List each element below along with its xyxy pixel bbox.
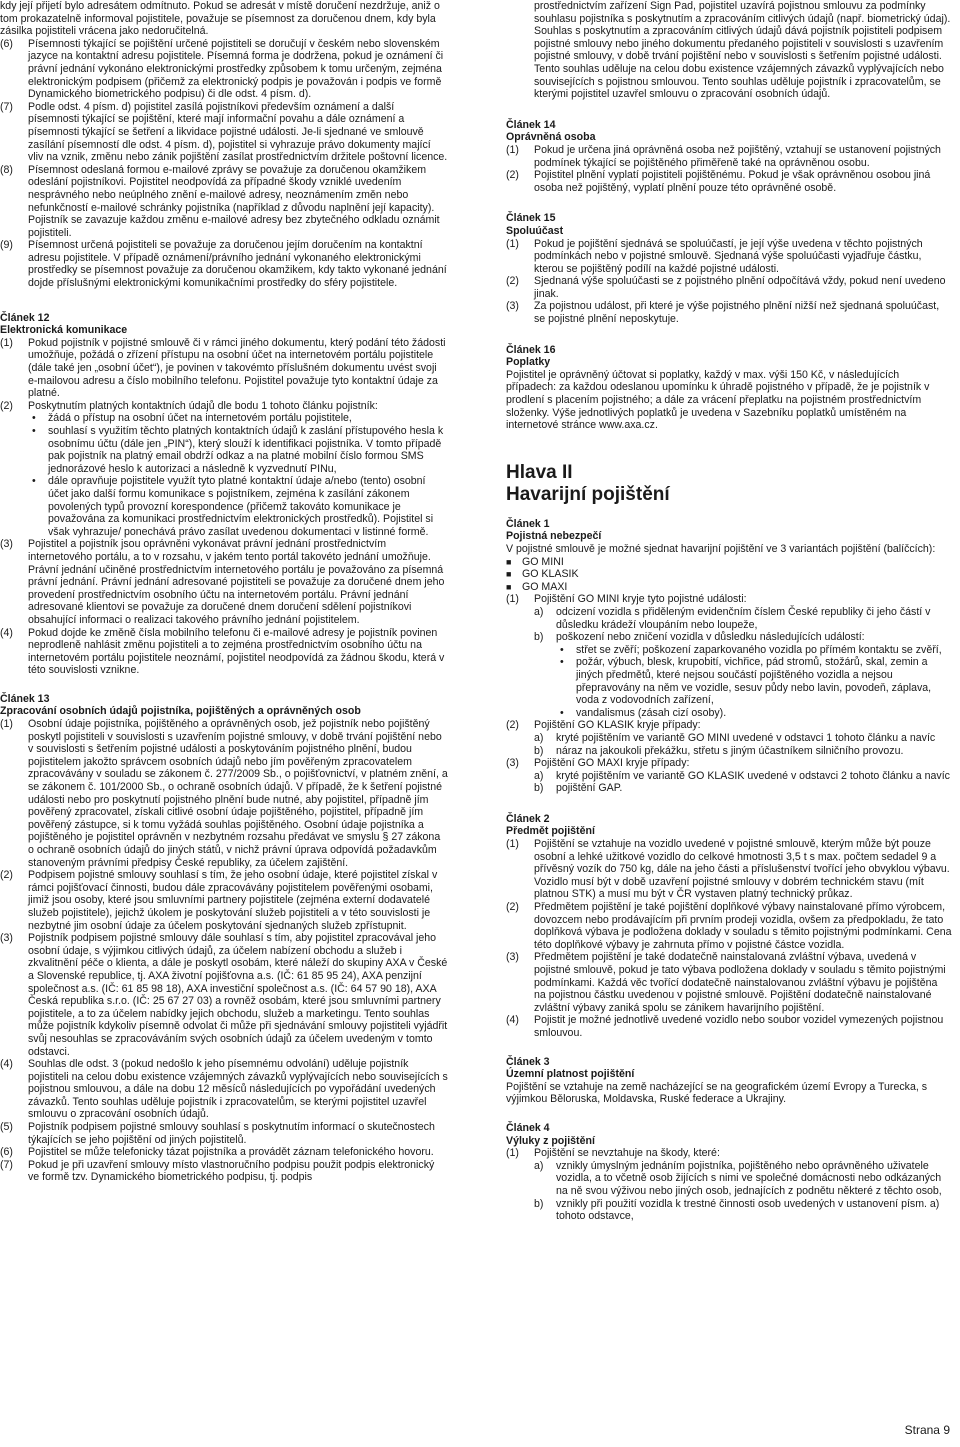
a13-paragraph-5: (5) Pojistník podpisem pojistné smlouvy souhlasí s poskytnutím informací o skutečnostech týkajících se jeho pojištění od jiných pojistitelů. [0,1121,435,1146]
h1-paragraph-2: (2) Pojištění GO KLASIK kryje případy: [506,719,701,732]
page-number: Strana 9 [904,1423,950,1437]
article-13-subtitle: Zpracování osobních údajů pojistníka, pojištěných a oprávněných osob [0,705,361,718]
article-15-title: Článek 15 [506,212,556,225]
a14-paragraph-2: (2) Pojistitel plnění vyplatí pojistiteli pojištěnému. Pokud je však oprávněnou osobou jiná osoba než pojištěný, vyplatí plnění pouze této oprávněné osobě. [506,169,931,194]
h1-item-2a: a) kryté pojištěním ve variantě GO MINI uvedené v odstavci 1 tohoto článku a navíc [534,731,936,744]
h-article-3-subtitle: Územní platnost pojištění [506,1068,635,1081]
h1-bullet-1: • střet se zvěří; poškození zaparkovaného vozidla po přímém kontaktu se zvěří, [506,644,952,657]
h2-paragraph-4: (4) Pojistit je možné jednotlivě uvedené vozidlo nebo soubor vozidel vymezených pojistnou smlouvou. [506,1014,944,1039]
bullet-icon: • [32,412,36,425]
a12-paragraph-1: (1) Pokud pojistník v pojistné smlouvě či v rámci jiného dokumentu, který podání této žádosti umožňuje, požádá o zřízení přístupu na osobní účet na internetovém portálu pojistitele (dále také jen „osobní účet“), je povinen v takovémto příslušném dokumentu uvést svoji e-mailovou adresu a číslo mobilního telefonu. Pojistitel považuje tyto kontaktní údaje za platné. [0,336,446,400]
article-14-title: Článek 14 [506,118,556,131]
chapter-heading-line-2: Havarijní pojištění [506,483,670,505]
h4-paragraph-1: (1) Pojištění se nevztahuje na škody, které: [506,1147,720,1160]
intro-paragraph-continued: prostřednictvím zařízení Sign Pad, pojistitel uzavírá pojistnou smlouvu za podmínky souhlasu pojistníka s poskytnutím a zpracováním citlivých údajů (např. biometrický údaj). Souhlas s poskytnutím a zpracováním citlivých údajů dává pojistník pojistiteli podpisem pojistné smlouvy nebo jiného dokumentu předaného pojistiteli v souvislosti s uzavřením pojistné smlouvy, v době trvání pojištění nebo v souvislosti s šetřením pojistné události. Tento souhlas uděluje na celou dobu existence vzájemných závazků vyplývajících nebo souvisejících s pojistnou smlouvou. Tento souhlas uděluje pojistník i zpracovatelům, se kterými pojistitel uzavřel smlouvu o zpracování osobních údajů. [534,0,951,101]
a13-paragraph-1: (1) Osobní údaje pojistníka, pojištěného a oprávněných osob, jež pojistník nebo pojištěný poskytl pojistiteli v souvislosti s uzavřením pojistné smlouvy, v době trvání pojištění nebo v souvislosti s šetřením pojistné události a poskytováním pojistného plnění, budou pojistitelem jakožto správcem osobních údajů nebo jím pověřeným zpracovatelem zpracovávány v souladu se zákonem č. 277/2009 Sb., o pojišťovnictví, v platném znění, a se zákonem č. 101/2000 Sb., o ochraně osobních údajů. V případě, že k šetření pojistné události nebo pro poskytnutí pojistného plnění bude nutné, aby pojistitel, případně jím pověřený zpracovatel, získali citlivé osobní údaje pojištěného, pojistitel, případně jím pověřený zástupce, si k tomu vyžádá souhlas pojištěného. Osobní údaje pojistníka a pojištěného je pojistitel oprávněn v nezbytném rozsahu předávat ve smyslu § 27 zákona o ochraně osobních údajů do jiných států, v nichž právní úprava odpovídá požadavkům stanoveným právními předpisy České republiky, za účelem zajištění. [0,718,448,869]
article-12-subtitle: Elektronická komunikace [0,324,128,337]
h1-item-2b: b) náraz na jakoukoli překážku, střetu s jiným účastníkem silničního provozu. [534,744,904,757]
h-article-4-subtitle: Výluky z pojištění [506,1134,595,1147]
square-bullet-icon: ■ [506,569,512,580]
variant-go-klasik: ■ GO KLASIK [506,568,579,581]
h-article-3-title: Článek 3 [506,1055,550,1068]
left-column [0,0,448,1184]
h1-item-1b: b) poškození nebo zničení vozidla v důsledku následujících událostí: [534,631,865,644]
article-16-text: Pojistitel je oprávněný účtovat si poplatky, každý v max. výši 150 Kč, v následujících případech: za každou odeslanou upomínku k úhradě pojistného v případě, že je pojistník v prodlení s placením pojistného; a dále za vrácení přeplatku na pojistném prostřednictvím složenky. Výše jednotlivých poplatků je uvedena v Sazebníku poplatků umístěném na internetové stránce www.axa.cz. [506,368,930,432]
h2-paragraph-2: (2) Předmětem pojištění je také pojištění doplňkové výbavy nainstalované přímo výrobcem, dovozcem nebo prodávajícím při prvním prodeji vozidla, ovšem za předpokladu, že tato doplňková výbava je podložena doklady v souladu s těmito pojistnými podmínkami. Cena této doplňkové výbavy je zahrnuta přímo v pojistné částce vozidla. [506,901,952,951]
h1-item-3a: a) kryté pojištěním ve variantě GO KLASIK uvedené v odstavci 2 tohoto článku a navíc [534,769,950,782]
a15-paragraph-2: (2) Sjednaná výše spoluúčasti se z pojistného plnění odpočítává vždy, pokud není uvedeno jinak. [506,275,946,300]
h1-paragraph-1: (1) Pojištění GO MINI kryje tyto pojistné události: [506,593,747,606]
article-16-subtitle: Poplatky [506,356,551,369]
h-article-1-title: Článek 1 [506,517,550,530]
a13-paragraph-3: (3) Pojistník podpisem pojistné smlouvy dále souhlasí s tím, aby pojistitel zpracovával jeho osobní údaje, s výjimkou citlivých údajů, za účelem nabízení obchodu a služeb i zkvalitnění péče o klienta, a dále je poskytl osobám, které náleží do skupiny AXA v České a Slovenské republice, tj. AXA životní pojišťovna a.s. (IČ: 61 85 95 24), AXA penzijní společnost a.s. (IČ: 61 85 98 18), AXA investiční společnost a.s. (IČ: 64 57 90 18), AXA Česká republika s.r.o. (IČ: 25 67 27 03) a rovněž osobám, které jsou smluvními partnery pojistitele, a to za účelem nabídky jejich obchodu, služeb a marketingu. Tento souhlas může pojistník kdykoliv písemně odvolat či může při sjednávání smlouvy pojistiteli vyjádřit svůj nesouhlas se zpracováváním svých osobních údajů za účelem uvedeným v tomto odstavci. [0,932,448,1058]
h1-paragraph-3: (3) Pojištění GO MAXI kryje případy: [506,757,690,770]
article-15-subtitle: Spoluúčast [506,224,564,237]
bullet-icon: • [32,475,36,488]
a13-paragraph-7: (7) Pokud je při uzavření smlouvy místo vlastnoručního podpisu použit podpis elektronický ve formě tzv. Dynamického biometrického podpisu, tj. podpis [0,1158,435,1184]
bullet-icon: • [560,643,564,656]
article-16-title: Článek 16 [506,343,556,356]
h-article-1-subtitle: Pojistná nebezpečí [506,530,602,543]
a15-paragraph-3: (3) Za pojistnou událost, při které je výše pojistného plnění nižší než sjednaná spoluúčast, se pojistné plnění neposkytuje. [506,300,940,326]
a12-paragraph-4: (4) Pokud dojde ke změně čísla mobilního telefonu či e-mailové adresy je pojistník povinen neprodleně nahlásit změnu pojistiteli a to zejména prostřednictvím osobního účtu na internetovém portálu pojistitele neoznámí, pojistitel neodpovídá za žádnou škodu, která v této souvislosti vznikne. [0,626,445,677]
h1-bullet-2: • požár, výbuch, blesk, krupobití, vichřice, pád stromů, stožárů, skal, zemin a jiných předmětů, které nejsou součástí pojištěného vozidla a nejsou přepravovány na něm ve vozidle, sesuv půdy nebo lavin, povodeň, záplava, voda z vodovodních zařízení, [506,656,952,706]
square-bullet-icon: ■ [506,556,512,567]
h1-item-3b: b) pojištění GAP. [534,782,623,795]
paragraph-6: (6) Písemnosti týkající se pojištění určené pojistiteli se doručují v českém nebo slovenském jazyce na kontaktní adresu pojistitele. Písemná forma je dodržena, pokud je oznámení či právní jednání vykonáno elektronickými prostředky způsobem k tomu určeným, zejména elektronickým podpisem (přičemž za elektronický podpis je považován i podpis ve formě Dynamického biometrického podpisu) či dle odst. 4 písm. d). [0,37,444,101]
chapter-heading [506,462,952,506]
article-12-title: Článek 12 [0,311,50,324]
a15-paragraph-1: (1) Pokud je pojištění sjednává se spoluúčastí, je její výše uvedena v těchto pojistných podmínkách nebo v pojistné smlouvě. Sjednaná výše spoluúčasti vyjadřuje částku, kterou se pojištěný podílí na každé pojistné události. [506,237,923,275]
a12-bullet-2: • souhlasí s využitím těchto platných kontaktních údajů k zaslání přístupového hesla k osobnímu účtu (dále jen „PIN“), který slouží k identifikaci pojistníka. V tomto případě pak pojistník na platný email obdrží odkaz a na platné mobilní číslo formou SMS jednorázové heslo k autorizaci a následně k vyzvednutí PINu, [0,425,448,475]
chapter-heading-line-1: Hlava II [506,461,573,483]
a13-paragraph-6: (6) Pojistitel se může telefonicky tázat pojistníka a provádět záznam telefonického hovoru. [0,1146,434,1159]
h1-item-1a: a) odcizení vozidla s přiděleným evidenčním číslem České republiky či jeho částí v důsledku krádeží vloupáním nebo loupeže, [534,605,931,631]
h-article-1-text: V pojistné smlouvě je možné sjednat havarijní pojištění ve 3 variantách pojištění (balíčcích): [506,543,936,555]
paragraph-9: (9) Písemnost určená pojistiteli se považuje za doručenou jejím doručením na kontaktní adresu pojistitele. V případě oznámení/právního jednání vykonaného elektronickými prostředky se písemnost považuje za doručenou okamžikem, kdy takto vykonané jednání dojde příslušnými elektronickými komunikačními prostředky do sféry pojistitele. [0,239,447,290]
variant-go-mini: ■ GO MINI [506,555,564,568]
bullet-icon: • [560,656,564,669]
h-article-2-subtitle: Předmět pojištění [506,825,595,838]
a13-paragraph-4: (4) Souhlas dle odst. 3 (pokud nedošlo k jeho písemnému odvolání) uděluje pojistník pojistiteli na celou dobu existence vzájemných závazků vyplývajících nebo souvisejících s pojistnou smlouvou, a dále na dobu 12 měsíců následujících po vypořádání uvedených závazků. Tento souhlas uděluje pojistník i zpracovatelům, se kterými pojistitel uzavřel smlouvu o zpracování osobních údajů. [0,1058,448,1121]
a12-bullet-1: • žádá o přístup na osobní účet na internetovém portálu pojistitele, [0,412,448,425]
h-article-2-title: Článek 2 [506,812,550,825]
variant-go-maxi: ■ GO MAXI [506,580,568,593]
a13-paragraph-2: (2) Podpisem pojistné smlouvy souhlasí s tím, že jeho osobní údaje, které pojistitel získal v rámci pojišťovací činnosti, budou dále zpracovávány pojistitelem pověřenými osobami, jimiž jsou osoby, které jsou smluvními partnery pojistitele (zejména externí dodavatelé služeb pojistitele), jejichž úkolem je poskytování služeb pojistiteli a v této souvislosti je nezbytné jim osobní údaje za účelem poskytování sjednaných služeb zpřístupnit. [0,869,438,932]
a12-bullet-3: • dále opravňuje pojistitele využít tyto platné kontaktní údaje a/nebo (tento) osobní účet jako další formu komunikace s pojistníkem, zejména k zasílání zákonem povolených typů provozní korespondence (přičemž takováto komunikace je považována za komunikaci prostřednictvím elektronických prostředků). Pojistitel si však vyhrazuje/ ponechává právo zasílat uvedenou dokumentaci v listinné formě. [0,475,448,538]
bullet-icon: • [560,706,564,719]
h-article-3-text: Pojištění se vztahuje na země nacházející se na geografickém území Evropy a Turecka, s výjimkou Běloruska, Moldavska, Ruské federace a Ukrajiny. [506,1080,928,1106]
a12-paragraph-3: (3) Pojistitel a pojistník jsou oprávněni vykonávat právní jednání prostřednictvím internetového portálu, a to v rozsahu, v jakém tento portál takovéto jednání umožňuje. Právní jednání učiněné prostřednictvím internetového portálu je považováno za písemná právní jednání. Právní jednání adresované pojistiteli se považuje za doručené dnem jeho provedení prostřednictvím osobního účtu na internetovém portálu. Právní jednání adresované klientovi se považuje za doručené dnem doručení sdělení pojistníkovi obsahující informaci o realizaci takového právního jednání pojistitelem. [0,538,445,626]
h4-item-1a: a) vznikly úmyslným jednáním pojistníka, pojištěného nebo oprávněného uživatele vozidla, a to včetně osob žijících s nimi ve společné domácnosti nebo odkázaných na ně svou výživou nebo jiných osob, jednajících z podnětu některé z těchto osob, [534,1159,942,1197]
h1-bullet-3: • vandalismus (zásah cizí osoby). [506,707,952,720]
paragraph-7: (7) Podle odst. 4 písm. d) pojistitel zasílá pojistníkovi především oznámení a další písemnosti týkající se pojištění, které mají informační povahu a dále oznámení a písemnosti týkající se šetření a likvidace pojistné události. Je-li sjednané ve smlouvě zasílání písemností dle odst. 4 písm. d), pojistitel si vyhrazuje právo dokumenty mající vliv na vznik, změnu nebo zánik pojištění zasílat prostřednictvím držitele poštovní licence. [0,100,448,164]
h2-paragraph-3: (3) Předmětem pojištění je také dodatečně nainstalovaná zvláštní výbava, uvedená v pojistné smlouvě, pokud je tato výbava podložena doklady v souladu s těmito pojistnými podmínkami. Každá věc tvořící dodatečně nainstalovanou zvláštní výbavu je pojištěna na pojistnou částku uvedenou v pojistné smlouvě. Pojištění dodatečně nainstalované zvláštní výbavy zaniká spolu se zánikem havarijního pojištění. [506,951,946,1014]
paragraph-8: (8) Písemnost odeslaná formou e-mailové zprávy se považuje za doručenou okamžikem odeslání pojistníkovi. Pojistitel neodpovídá za případné škody vzniklé uvedením nesprávného nebo neúplného znění e-mailové adresy, neoznámením změn nebo nefunkčností e-mailové schránky pojistníka (například z důvodu naplnění její kapacity). Pojistník se zavazuje každou změnu e-mailové adresy bez zbytečného odkladu oznámit pojistiteli. [0,163,440,239]
square-bullet-icon: ■ [506,581,512,592]
h4-item-1b: b) vznikly při použití vozidla k trestné činnosti osob uvedených v ustanovení písm. a) tohoto odstavce, [534,1197,940,1223]
a12-paragraph-2: (2) Poskytnutím platných kontaktních údajů dle bodu 1 tohoto článku pojistník: [0,399,378,412]
right-column [506,0,952,1223]
article-14-subtitle: Oprávněná osoba [506,131,596,144]
h2-paragraph-1: (1) Pojištění se vztahuje na vozidlo uvedené v pojistné smlouvě, kterým může být pouze osobní a lehké užitkové vozidlo do celkové hmotnosti 3,5 t s max. počtem sedadel 9 a přívěsný vozík do 750 kg, dále na jeho části a příslušenství tvořící jeho obvyklou výbavu. Vozidlo musí být v době uzavření pojistné smlouvy v dobrém technickém stavu (mít platnou STK) a musí mu být v ČR vystaven platný technický průkaz. [506,838,950,901]
bullet-icon: • [32,425,36,437]
intro-paragraph: kdy její přijetí bylo adresátem odmítnuto. Pokud se adresát v místě doručení nezdržuje, aniž o tom prokazatelně informoval pojistitele, považuje se písemnost za doručenou dnem, kdy byla zásilka pojistiteli vrácena jako nedoručitelná. [0,0,440,38]
a14-paragraph-1: (1) Pokud je určena jiná oprávněná osoba než pojištěný, vztahují se ustanovení pojistných podmínek týkající se pojištěného přiměřeně také na oprávněnou osobu. [506,143,941,169]
h-article-4-title: Článek 4 [506,1121,550,1134]
article-13-title: Článek 13 [0,692,50,705]
